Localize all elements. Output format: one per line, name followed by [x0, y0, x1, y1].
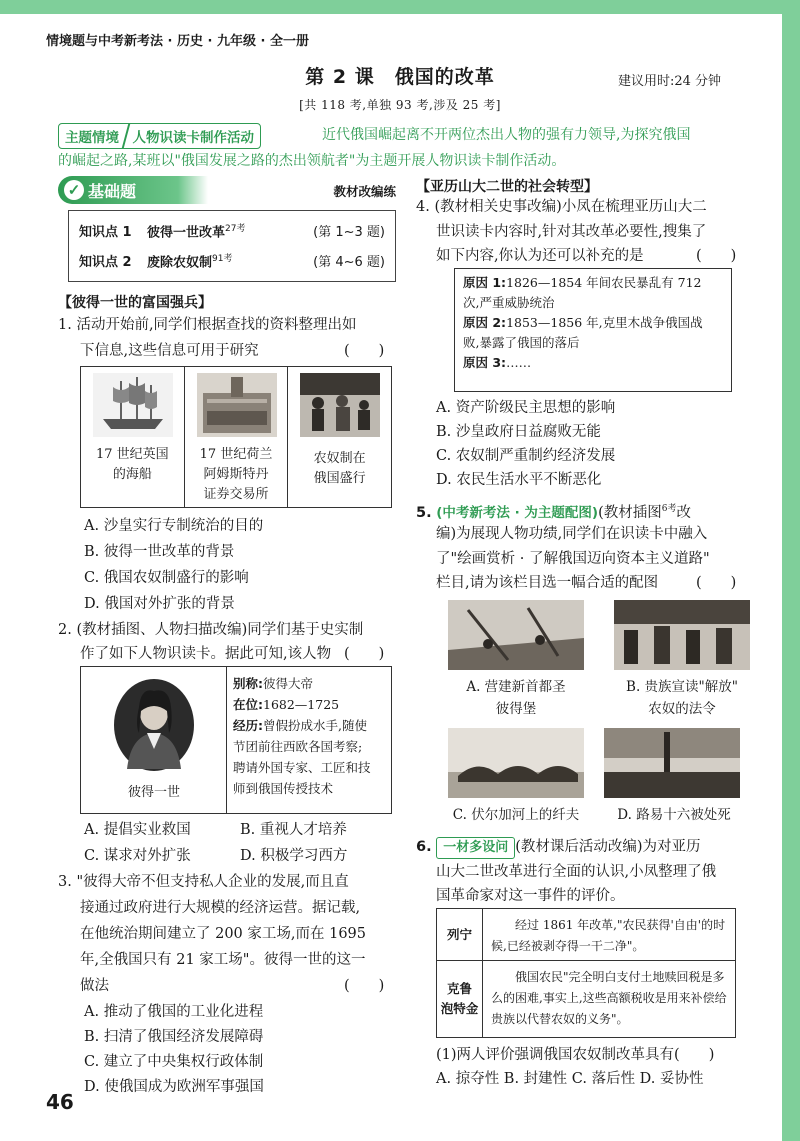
theme-tag	[58, 123, 261, 149]
q3-option-a[interactable]: A. 推动了俄国的工业化进程	[84, 1004, 264, 1020]
decree-scene-icon[interactable]	[614, 600, 750, 670]
q5-line4: 栏目,请为该栏目选一幅合适的配图	[436, 575, 659, 591]
card-portrait-name: 彼得一世	[127, 785, 180, 800]
q1-option-b[interactable]: B. 彼得一世改革的背景	[84, 544, 235, 560]
q1-option-c[interactable]: C. 俄国农奴制盛行的影响	[84, 570, 249, 586]
time-hint: 建议用时:24 分钟	[618, 74, 722, 89]
card-info: 别称:彼得大帝 在位:1682—1725 经历:曾假扮成水手,随使 节团前往西欧各国考察; 聘请外国专家、工匠和技 师到俄国传授技术	[233, 676, 371, 796]
basic-right-note: 教材改编练	[333, 184, 396, 199]
knowledge-point-2: 知识点 2 废除农奴制$^{91考}$ (第 4~6 题)	[79, 254, 385, 271]
exam-count: [共 118 考,单独 93 考,涉及 25 考]	[299, 98, 501, 112]
people-scene-icon	[300, 373, 380, 437]
building-icon	[197, 373, 277, 437]
q4-option-a[interactable]: A. 资产阶级民主思想的影响	[436, 400, 616, 416]
q6-line3: 国革命家对这一事件的评价。	[436, 888, 625, 904]
knowledge-point-1: 知识点 1 彼得一世改革$^{27考}$ (第 1~3 题)	[79, 224, 385, 241]
q3-option-b[interactable]: B. 扫清了俄国经济发展障碍	[84, 1029, 264, 1045]
q4-line3: 如下内容,你认为还可以补充的是	[436, 248, 644, 264]
q5-line2: 编)为展现人物功绩,同学们在识读卡中融入	[436, 526, 708, 542]
q1-option-d[interactable]: D. 俄国对外扩张的背景	[84, 596, 235, 612]
construction-scene-icon[interactable]	[448, 600, 584, 670]
portrait-icon	[111, 677, 197, 773]
section-peter: 【彼得一世的富国强兵】	[58, 295, 212, 311]
q5-tag: (中考新考法 · 为主题配图)	[436, 504, 599, 521]
q4-option-b[interactable]: B. 沙皇政府日益腐败无能	[436, 424, 601, 440]
q2-line1: 2. (教材插图、人物扫描改编)同学们基于史实制	[58, 622, 364, 638]
reasons-box: 原因 1:1826—1854 年间农民暴乱有 712 次,严重威胁统治 原因 2:1853—1856 年,克里木战争俄国战 败,暴露了俄国的落后 原因 3:……	[454, 268, 732, 392]
q3-line5: 做法	[80, 978, 109, 994]
q6-options[interactable]: A. 掠夺性 B. 封建性 C. 落后性 D. 妥协性	[436, 1071, 704, 1087]
q1-answer-paren: ( )	[344, 343, 385, 359]
q1-line2: 下信息,这些信息可用于研究	[80, 343, 259, 359]
haulers-scene-icon[interactable]	[448, 728, 584, 798]
q2-option-b[interactable]: B. 重视人才培养	[240, 822, 347, 838]
q3-option-c[interactable]: C. 建立了中央集权行政体制	[84, 1054, 264, 1070]
q4-line1: 4. (教材相关史事改编)小凤在梳理亚历山大二	[416, 199, 707, 215]
q2-option-d[interactable]: D. 积极学习西方	[240, 848, 348, 864]
execution-scene-icon[interactable]	[604, 728, 740, 798]
portrait-panel	[81, 667, 227, 813]
q1-option-a[interactable]: A. 沙皇实行专制统治的目的	[84, 518, 264, 534]
q4-option-c[interactable]: C. 农奴制严重制约经济发展	[436, 448, 616, 464]
check-icon: ✓	[64, 180, 84, 200]
q3-line4: 年,全俄国只有 21 家工场"。彼得一世的这一	[80, 952, 366, 968]
basic-label: 基础题	[88, 182, 137, 201]
q2-option-c[interactable]: C. 谋求对外扩张	[84, 848, 191, 864]
theme-intro-line1: 近代俄国崛起离不开两位杰出人物的强有力领导,为探究俄国	[322, 127, 691, 143]
q4-option-d[interactable]: D. 农民生活水平不断恶化	[436, 472, 602, 488]
page-number: 46	[46, 1090, 74, 1114]
q5-line3: 了"绘画赏析 · 了解俄国迈向资本主义道路"	[436, 551, 710, 567]
q5-option-c[interactable]: C. 伏尔加河上的纤夫	[452, 807, 580, 823]
q5-line1: 5. (中考新考法 · 为主题配图)(教材插图$^{6考}$改	[416, 504, 691, 521]
theme-tag-main: 主题情境	[65, 130, 119, 146]
lesson-title: 第 2 课 俄国的改革	[305, 66, 495, 88]
q3-answer-paren: ( )	[344, 978, 385, 994]
theme-intro-line2: 的崛起之路,某班以"俄国发展之路的杰出领航者"为主题开展人物识读卡制作活动。	[58, 153, 566, 169]
theme-tag-activity: 人物识读卡制作活动	[132, 130, 254, 146]
img-amsterdam-exchange: 17 世纪荷兰 阿姆斯特丹 证券交易所	[185, 367, 289, 507]
q3-line3: 在他统治期间建立了 200 家工场,而在 1695	[80, 926, 367, 942]
q3-option-d[interactable]: D. 使俄国成为欧洲军事强国	[84, 1079, 264, 1095]
evaluation-kropotkin: 克鲁 泡特金 俄国农民"完全明白支付土地赎回税是多么的困难,事实上,这些高额税收是用来补偿给贵族以代替农奴的义务"。	[437, 961, 735, 1037]
section-alexander: 【亚历山大二世的社会转型】	[416, 179, 598, 195]
q6-line1: 6. 一材多设问 (教材课后活动改编)为对亚历	[416, 834, 701, 860]
ship-icon	[93, 373, 173, 437]
q5-option-d[interactable]: D. 路易十六被处死	[617, 807, 731, 823]
q3-line1: 3. "彼得大帝不但支持私人企业的发展,而且直	[58, 874, 349, 890]
q1-line1: 1. 活动开始前,同学们根据查找的资料整理出如	[58, 317, 357, 333]
img-english-ship: 17 世纪英国 的海船	[81, 367, 185, 507]
q6-sub-question: (1)两人评价强调俄国农奴制改革具有( )	[436, 1047, 715, 1063]
q3-line2: 接通过政府进行大规模的经济运营。据记载,	[80, 900, 361, 916]
evaluation-table	[436, 908, 736, 1038]
book-title: 情境题与中考新考法 · 历史 · 九年级 · 全一册	[46, 34, 309, 49]
img-serfdom: 农奴制在 俄国盛行	[288, 367, 391, 507]
q2-line2: 作了如下人物识读卡。据此可知,该人物	[80, 646, 332, 662]
q5-option-b[interactable]: B. 贵族宣读"解放" 农奴的法令	[626, 679, 738, 717]
q2-answer-paren: ( )	[344, 646, 385, 662]
knowledge-points-box	[68, 210, 396, 282]
q4-line2: 世识读卡内容时,针对其改革必要性,搜集了	[436, 224, 707, 240]
q2-option-a[interactable]: A. 提倡实业救国	[84, 822, 191, 838]
q6-line2: 山大二世改革进行全面的认识,小凤整理了俄	[436, 864, 717, 880]
q5-answer-paren: ( )	[696, 575, 737, 591]
q5-option-a[interactable]: A. 营建新首都圣 彼得堡	[466, 679, 566, 717]
character-card	[80, 666, 392, 814]
q4-answer-paren: ( )	[696, 248, 737, 264]
q1-image-table	[80, 366, 392, 508]
evaluation-lenin: 列宁 经过 1861 年改革,"农民获得'自由'的时候,已经被剥夺得一干二净"。	[437, 909, 735, 961]
q6-tag: 一材多设问	[436, 837, 515, 859]
basic-section-header	[58, 176, 396, 204]
